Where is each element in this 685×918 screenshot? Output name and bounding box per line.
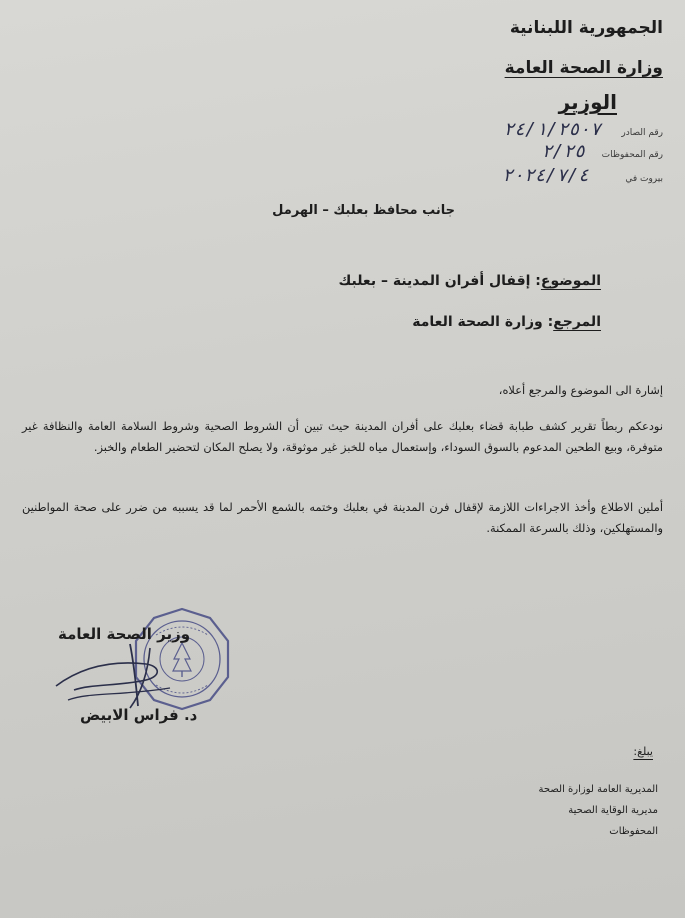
cc-label: يبلغ:: [633, 745, 653, 758]
cc-item: المحفوظات: [609, 826, 658, 837]
subject-label: الموضوع: [540, 273, 601, 289]
issue-number-label: رقم الصادر: [621, 128, 663, 138]
archive-number-label: رقم المحفوظات: [601, 150, 663, 160]
cc-item: مديرية الوقاية الصحية: [568, 805, 658, 816]
body-paragraph-request: أملين الاطلاع وأخذ الاجراءات اللازمة لإقفال فرن المدينة في بعلبك وختمه بالشمع الأحمر لما قد يسببه من ضرر على صحة المواطنين والمستهلكين، وذلك بالسرعة الممكنة.: [22, 500, 663, 535]
office-heading: الوزير: [558, 90, 617, 114]
date-label: بيروت في: [625, 174, 663, 184]
reference-label: المرجع: [553, 314, 601, 330]
reference-text: : وزارة الصحة العامة: [412, 314, 554, 330]
issue-number-value: ٢٤/١/٢٥٠٧: [503, 119, 601, 140]
date-value: ٢٠٢٤/٧/٤: [502, 165, 589, 186]
addressee: جانب محافظ بعلبك – الهرمل: [272, 203, 455, 218]
signature-title: وزير الصحة العامة: [58, 625, 191, 643]
body-paragraph-report: نودعكم ربطاً تقرير كشف طبابة قضاء بعلبك على أفران المدينة حيث تبين أن الشروط الصحية وشروط السلامة العامة والنظافة غير متوفرة، وبيع الطحين المدعوم بالسوق السوداء، وإستعمال مياه للخبز غير موثوقة، ولا يصلح المكان لتحضير الطعام والخبز.: [22, 419, 663, 454]
subject-line: [338, 273, 601, 289]
reference-line: [412, 314, 601, 330]
ministry-heading: وزارة الصحة العامة: [504, 58, 663, 78]
archive-number-value: ٢/٢٥: [541, 141, 585, 162]
body-paragraph-intro: إشارة الى الموضوع والمرجع أعلاه،: [498, 383, 663, 397]
cc-item: المديرية العامة لوزارة الصحة: [538, 784, 658, 795]
signature-name: د. فراس الابيض: [80, 706, 198, 724]
republic-heading: الجمهورية اللبنانية: [509, 18, 663, 38]
handwritten-signature-icon: [50, 640, 180, 710]
subject-text: : إقفال أفران المدينة – بعلبك: [338, 273, 541, 289]
